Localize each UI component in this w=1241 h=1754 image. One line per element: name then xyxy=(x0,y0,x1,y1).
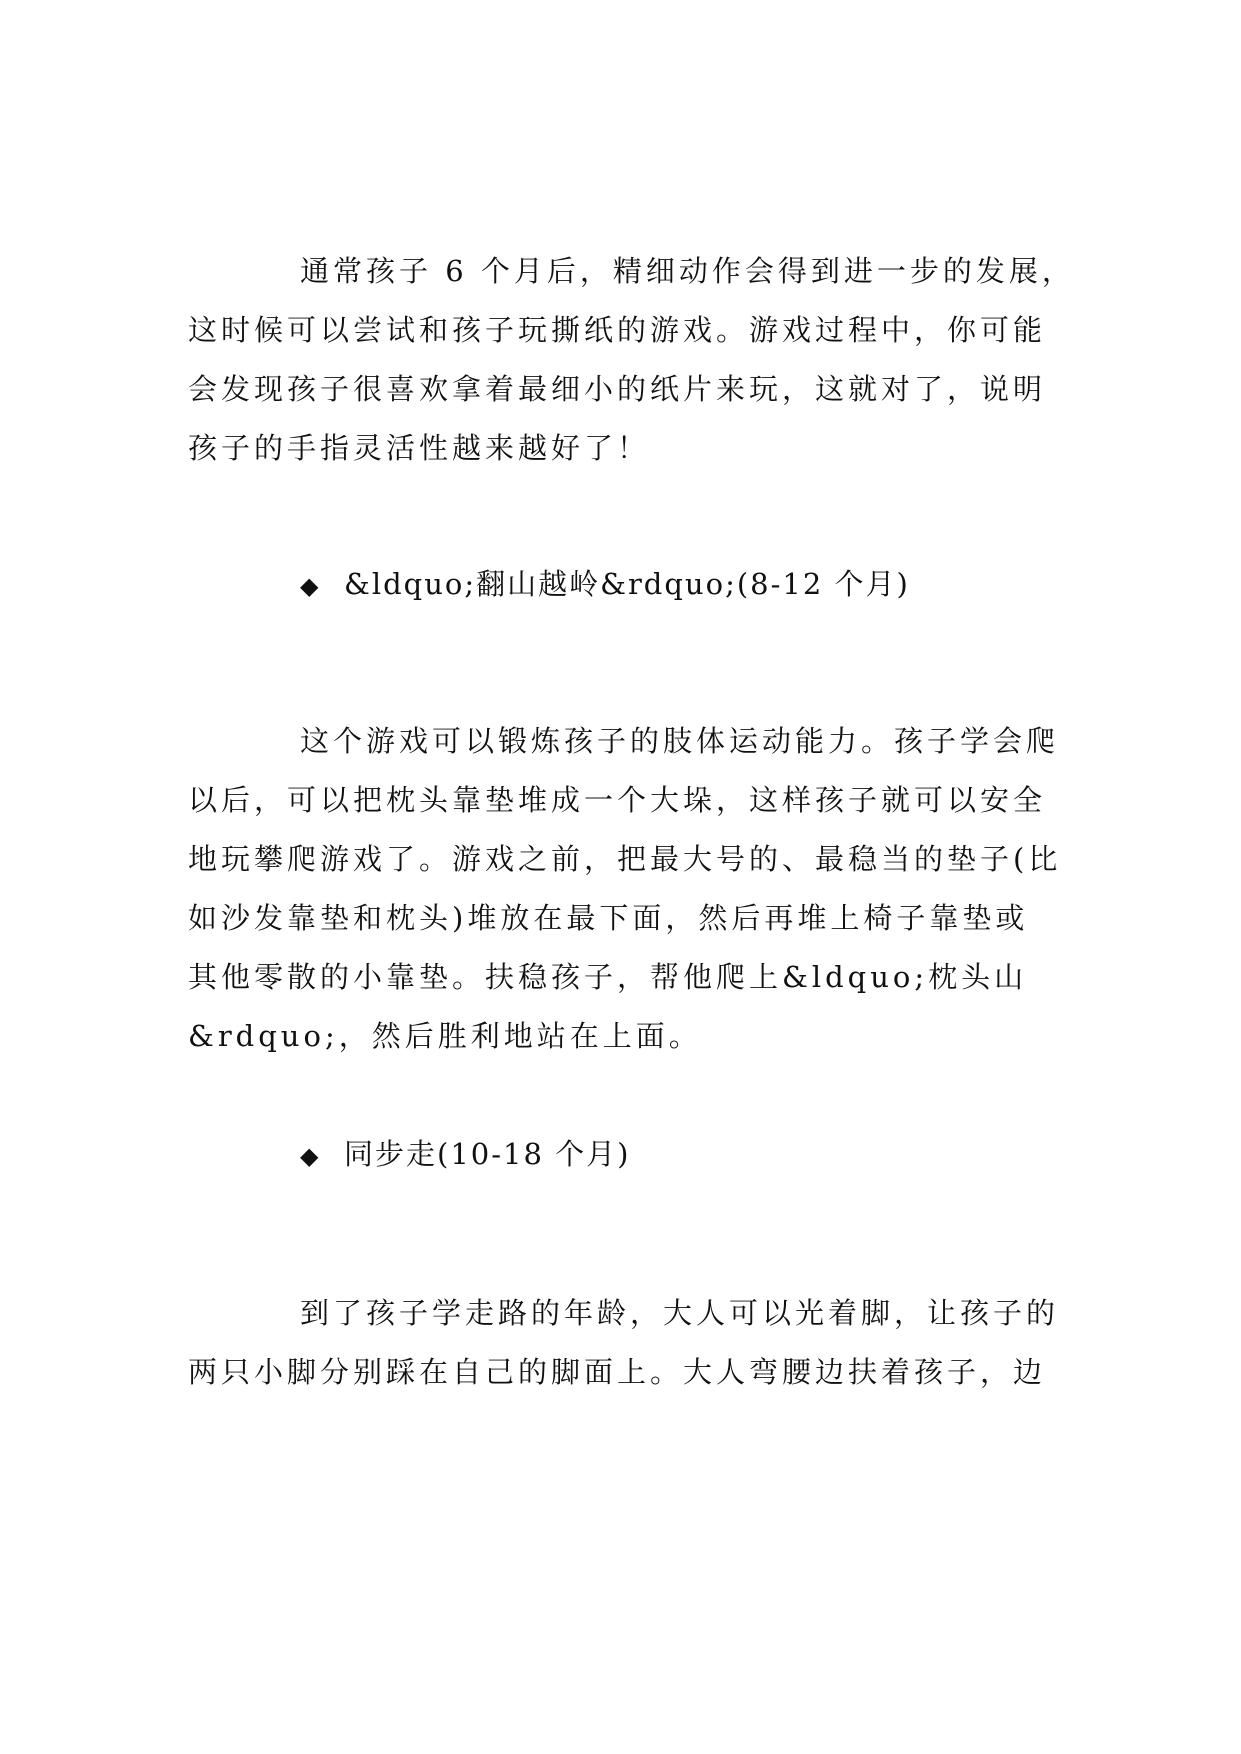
paragraph-line: 这个游戏可以锻炼孩子的肢体运动能力。孩子学会爬 xyxy=(300,724,1060,758)
paragraph-line: 两只小脚分别踩在自己的脚面上。大人弯腰边扶着孩子，边 xyxy=(188,1355,1047,1389)
paragraph-line: 以后，可以把枕头靠垫堆成一个大垛，这样孩子就可以安全 xyxy=(188,783,1047,817)
paragraph-line: &rdquo;，然后胜利地站在上面。 xyxy=(188,1019,702,1053)
paragraph-walking-together xyxy=(188,1284,1060,1402)
paragraph-line: 会发现孩子很喜欢拿着最细小的纸片来玩，这就对了，说明 xyxy=(188,372,1047,406)
diamond-bullet-icon: ◆ xyxy=(300,572,321,600)
section-heading-text: &ldquo;翻山越岭&rdquo;(8-12 个月) xyxy=(344,567,910,601)
paragraph-climbing-game xyxy=(188,712,1062,1066)
paragraph-line: 孩子的手指灵活性越来越好了！ xyxy=(188,431,651,465)
paragraph-tearing-paper xyxy=(188,242,1075,478)
section-heading-climbing xyxy=(300,564,910,606)
paragraph-line: 地玩攀爬游戏了。游戏之前，把最大号的、最稳当的垫子(比 xyxy=(188,842,1062,876)
paragraph-line: 通常孩子 6 个月后，精细动作会得到进一步的发展， xyxy=(300,254,1075,288)
paragraph-line: 这时候可以尝试和孩子玩撕纸的游戏。游戏过程中，你可能 xyxy=(188,313,1047,347)
section-heading-text: 同步走(10-18 个月) xyxy=(344,1137,631,1171)
paragraph-line: 其他零散的小靠垫。扶稳孩子，帮他爬上&ldquo;枕头山 xyxy=(188,960,1028,994)
paragraph-line: 到了孩子学走路的年龄，大人可以光着脚，让孩子的 xyxy=(300,1296,1060,1330)
diamond-bullet-icon: ◆ xyxy=(300,1142,321,1170)
paragraph-line: 如沙发靠垫和枕头)堆放在最下面，然后再堆上椅子靠垫或 xyxy=(188,901,1029,935)
section-heading-walking xyxy=(300,1134,630,1176)
